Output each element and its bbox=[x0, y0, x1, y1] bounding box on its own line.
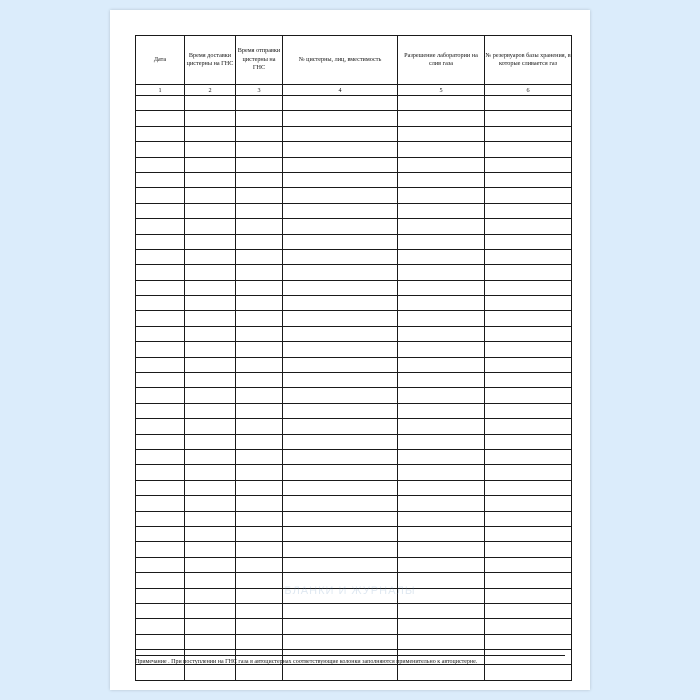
table-cell bbox=[136, 480, 185, 495]
table-cell bbox=[283, 357, 398, 372]
table-cell bbox=[236, 403, 283, 418]
table-cell bbox=[283, 188, 398, 203]
table-row bbox=[136, 326, 572, 341]
table-cell bbox=[283, 603, 398, 618]
table-row bbox=[136, 234, 572, 249]
table-cell bbox=[485, 326, 572, 341]
table-row bbox=[136, 665, 572, 680]
table-cell bbox=[398, 265, 485, 280]
table-cell bbox=[398, 373, 485, 388]
table-cell bbox=[398, 111, 485, 126]
table-cell bbox=[236, 496, 283, 511]
table-cell bbox=[485, 419, 572, 434]
table-cell bbox=[136, 203, 185, 218]
table-cell bbox=[136, 573, 185, 588]
table-cell bbox=[485, 388, 572, 403]
table-cell bbox=[236, 557, 283, 572]
table-row bbox=[136, 434, 572, 449]
table-row bbox=[136, 557, 572, 572]
table-cell bbox=[398, 188, 485, 203]
table-cell bbox=[283, 634, 398, 649]
table-cell bbox=[283, 373, 398, 388]
table-cell bbox=[136, 219, 185, 234]
table-cell bbox=[236, 526, 283, 541]
table-cell bbox=[283, 142, 398, 157]
table-cell bbox=[283, 296, 398, 311]
table-cell bbox=[485, 311, 572, 326]
table-cell bbox=[398, 603, 485, 618]
table-cell bbox=[185, 557, 236, 572]
table-cell bbox=[136, 526, 185, 541]
table-cell bbox=[236, 373, 283, 388]
table-cell bbox=[236, 203, 283, 218]
table-cell bbox=[185, 465, 236, 480]
table-row bbox=[136, 619, 572, 634]
table-cell bbox=[398, 326, 485, 341]
table-cell bbox=[485, 126, 572, 141]
table-cell bbox=[236, 296, 283, 311]
table-cell bbox=[136, 188, 185, 203]
table-cell bbox=[136, 111, 185, 126]
table-cell bbox=[236, 157, 283, 172]
table-cell bbox=[485, 480, 572, 495]
table-cell bbox=[236, 249, 283, 264]
table-cell bbox=[236, 388, 283, 403]
table-cell bbox=[485, 511, 572, 526]
table-cell bbox=[136, 96, 185, 111]
column-header-tank-number: № цистерны, лиц, вместимость bbox=[283, 36, 398, 85]
table-row bbox=[136, 172, 572, 187]
table-cell bbox=[185, 342, 236, 357]
table-cell bbox=[236, 634, 283, 649]
table-cell bbox=[136, 157, 185, 172]
table-cell bbox=[236, 357, 283, 372]
table-cell bbox=[236, 588, 283, 603]
table-cell bbox=[185, 296, 236, 311]
table-cell bbox=[185, 603, 236, 618]
table-cell bbox=[236, 603, 283, 618]
table-cell bbox=[185, 542, 236, 557]
table-cell bbox=[236, 465, 283, 480]
table-cell bbox=[398, 296, 485, 311]
column-number-3: 3 bbox=[236, 85, 283, 96]
table-row bbox=[136, 526, 572, 541]
table-cell bbox=[185, 265, 236, 280]
table-row bbox=[136, 449, 572, 464]
table-cell bbox=[485, 542, 572, 557]
table-cell bbox=[136, 311, 185, 326]
table-cell bbox=[398, 496, 485, 511]
table-row bbox=[136, 603, 572, 618]
column-header-delivery-time: Время доставки цистерны на ГНС bbox=[185, 36, 236, 85]
table-cell bbox=[136, 465, 185, 480]
table-cell bbox=[185, 573, 236, 588]
table-cell bbox=[485, 111, 572, 126]
table-header bbox=[136, 36, 572, 96]
table-cell bbox=[185, 188, 236, 203]
table-cell bbox=[485, 96, 572, 111]
table-cell bbox=[485, 665, 572, 680]
column-number-4: 4 bbox=[283, 85, 398, 96]
table-cell bbox=[485, 280, 572, 295]
table-row bbox=[136, 496, 572, 511]
table-cell bbox=[398, 526, 485, 541]
column-header-lab-permit: Разрешение лаборатории на слив газа bbox=[398, 36, 485, 85]
table-cell bbox=[136, 172, 185, 187]
table-cell bbox=[485, 342, 572, 357]
table-cell bbox=[283, 526, 398, 541]
table-cell bbox=[283, 172, 398, 187]
table-cell bbox=[136, 126, 185, 141]
column-header-date: Дата bbox=[136, 36, 185, 85]
table-cell bbox=[136, 357, 185, 372]
table-cell bbox=[398, 388, 485, 403]
table-cell bbox=[236, 542, 283, 557]
table-cell bbox=[185, 496, 236, 511]
table-row bbox=[136, 342, 572, 357]
table-cell bbox=[283, 619, 398, 634]
table-row bbox=[136, 188, 572, 203]
table-cell bbox=[136, 234, 185, 249]
table-cell bbox=[485, 449, 572, 464]
table-cell bbox=[136, 388, 185, 403]
table-cell bbox=[283, 280, 398, 295]
table-cell bbox=[136, 249, 185, 264]
table-cell bbox=[283, 388, 398, 403]
table-cell bbox=[485, 249, 572, 264]
table-row bbox=[136, 249, 572, 264]
table-cell bbox=[485, 434, 572, 449]
table-cell bbox=[136, 342, 185, 357]
table-row bbox=[136, 634, 572, 649]
table-cell bbox=[283, 326, 398, 341]
table-cell bbox=[485, 265, 572, 280]
column-number-6: 6 bbox=[485, 85, 572, 96]
table-cell bbox=[185, 126, 236, 141]
table-cell bbox=[136, 265, 185, 280]
table-cell bbox=[185, 219, 236, 234]
table-row bbox=[136, 203, 572, 218]
document-page bbox=[110, 10, 590, 690]
table-cell bbox=[136, 542, 185, 557]
table-cell bbox=[236, 419, 283, 434]
table-cell bbox=[398, 126, 485, 141]
table-row bbox=[136, 142, 572, 157]
table-cell bbox=[398, 573, 485, 588]
table-cell bbox=[185, 526, 236, 541]
table-cell bbox=[185, 96, 236, 111]
table-cell bbox=[283, 249, 398, 264]
table-row bbox=[136, 96, 572, 111]
table-cell bbox=[236, 265, 283, 280]
table-cell bbox=[398, 357, 485, 372]
table-cell bbox=[185, 434, 236, 449]
table-cell bbox=[485, 557, 572, 572]
table-cell bbox=[485, 603, 572, 618]
table-cell bbox=[236, 234, 283, 249]
table-cell bbox=[185, 373, 236, 388]
table-cell bbox=[136, 557, 185, 572]
table-cell bbox=[283, 480, 398, 495]
table-cell bbox=[236, 126, 283, 141]
table-cell bbox=[283, 234, 398, 249]
table-cell bbox=[283, 434, 398, 449]
table-cell bbox=[398, 588, 485, 603]
table-cell bbox=[136, 449, 185, 464]
table-cell bbox=[236, 219, 283, 234]
table-cell bbox=[136, 419, 185, 434]
table-cell bbox=[185, 249, 236, 264]
table-cell bbox=[485, 188, 572, 203]
table-header-row bbox=[136, 36, 572, 85]
table-cell bbox=[136, 665, 185, 680]
table-cell bbox=[236, 326, 283, 341]
table-cell bbox=[136, 634, 185, 649]
table-cell bbox=[398, 219, 485, 234]
table-row bbox=[136, 157, 572, 172]
table-row bbox=[136, 219, 572, 234]
table-cell bbox=[283, 265, 398, 280]
table-cell bbox=[236, 480, 283, 495]
table-cell bbox=[398, 434, 485, 449]
footer-divider bbox=[135, 655, 565, 656]
table-cell bbox=[185, 588, 236, 603]
table-row bbox=[136, 357, 572, 372]
footer-note bbox=[135, 655, 565, 667]
watermark: БЛАНКИ И ЖУРНАЛЫ bbox=[284, 585, 416, 597]
table-row bbox=[136, 311, 572, 326]
table-cell bbox=[185, 280, 236, 295]
table-cell bbox=[283, 465, 398, 480]
table-row bbox=[136, 388, 572, 403]
table-row bbox=[136, 573, 572, 588]
table-cell bbox=[185, 634, 236, 649]
table-cell bbox=[136, 403, 185, 418]
table-cell bbox=[485, 619, 572, 634]
table-cell bbox=[185, 403, 236, 418]
table-column-number-row bbox=[136, 85, 572, 96]
table-cell bbox=[283, 311, 398, 326]
table-cell bbox=[283, 126, 398, 141]
table-cell bbox=[398, 249, 485, 264]
table-row bbox=[136, 111, 572, 126]
table-cell bbox=[283, 203, 398, 218]
table-cell bbox=[185, 357, 236, 372]
table-cell bbox=[283, 588, 398, 603]
table-cell bbox=[185, 619, 236, 634]
table-cell bbox=[485, 465, 572, 480]
table-row bbox=[136, 542, 572, 557]
table-cell bbox=[236, 111, 283, 126]
table-cell bbox=[236, 311, 283, 326]
table-cell bbox=[283, 96, 398, 111]
table-cell bbox=[185, 172, 236, 187]
table-cell bbox=[236, 188, 283, 203]
table-cell bbox=[398, 542, 485, 557]
table-cell bbox=[283, 403, 398, 418]
table-cell bbox=[398, 465, 485, 480]
table-row bbox=[136, 465, 572, 480]
table-cell bbox=[398, 203, 485, 218]
table-cell bbox=[185, 234, 236, 249]
table-cell bbox=[398, 634, 485, 649]
table-cell bbox=[185, 388, 236, 403]
table-row bbox=[136, 280, 572, 295]
table-cell bbox=[236, 96, 283, 111]
table-row bbox=[136, 588, 572, 603]
table-cell bbox=[283, 157, 398, 172]
table-cell bbox=[485, 357, 572, 372]
table-cell bbox=[236, 172, 283, 187]
table-cell bbox=[283, 342, 398, 357]
table-cell bbox=[398, 511, 485, 526]
table-cell bbox=[136, 511, 185, 526]
footer-note-text: Примечание . При поступлении на ГНС газа в автоцистернах соответствующие колонки заполняются применительно к автоцистерне. bbox=[135, 659, 478, 665]
table-cell bbox=[136, 496, 185, 511]
table-cell bbox=[398, 234, 485, 249]
table-cell bbox=[236, 142, 283, 157]
table-cell bbox=[398, 172, 485, 187]
table-cell bbox=[185, 419, 236, 434]
column-number-5: 5 bbox=[398, 85, 485, 96]
table-cell bbox=[185, 480, 236, 495]
table-cell bbox=[185, 203, 236, 218]
table-cell bbox=[185, 111, 236, 126]
table-cell bbox=[485, 373, 572, 388]
table-cell bbox=[283, 449, 398, 464]
table-cell bbox=[185, 142, 236, 157]
table-cell bbox=[485, 496, 572, 511]
table-cell bbox=[485, 296, 572, 311]
table-cell bbox=[283, 557, 398, 572]
table-cell bbox=[136, 280, 185, 295]
table-cell bbox=[236, 434, 283, 449]
table-cell bbox=[283, 111, 398, 126]
column-header-dispatch-time: Время отправки цистерны на ГНС bbox=[236, 36, 283, 85]
table-cell bbox=[283, 542, 398, 557]
table-cell bbox=[485, 526, 572, 541]
table-cell bbox=[283, 665, 398, 680]
table-cell bbox=[136, 588, 185, 603]
log-table bbox=[135, 35, 572, 681]
table-cell bbox=[185, 449, 236, 464]
table-cell bbox=[136, 619, 185, 634]
table-cell bbox=[398, 449, 485, 464]
table-cell bbox=[398, 342, 485, 357]
column-header-storage-reservoirs: № резервуаров базы хранения, в которые сливается газ bbox=[485, 36, 572, 85]
table-cell bbox=[398, 280, 485, 295]
table-cell bbox=[136, 296, 185, 311]
column-number-1: 1 bbox=[136, 85, 185, 96]
table-cell bbox=[236, 665, 283, 680]
table-cell bbox=[283, 496, 398, 511]
table-cell bbox=[398, 96, 485, 111]
table-row bbox=[136, 265, 572, 280]
table-cell bbox=[185, 326, 236, 341]
table-cell bbox=[398, 557, 485, 572]
table-cell bbox=[398, 403, 485, 418]
table-cell bbox=[283, 419, 398, 434]
table-row bbox=[136, 480, 572, 495]
table-cell bbox=[236, 619, 283, 634]
table-cell bbox=[236, 280, 283, 295]
table-cell bbox=[236, 573, 283, 588]
table-cell bbox=[136, 434, 185, 449]
table-cell bbox=[398, 419, 485, 434]
table-cell bbox=[398, 619, 485, 634]
table-row bbox=[136, 126, 572, 141]
table-cell bbox=[485, 573, 572, 588]
table-cell bbox=[136, 603, 185, 618]
table-cell bbox=[236, 342, 283, 357]
table-body bbox=[136, 96, 572, 681]
table-cell bbox=[398, 311, 485, 326]
table-cell bbox=[485, 588, 572, 603]
table-row bbox=[136, 296, 572, 311]
table-cell bbox=[398, 665, 485, 680]
table-cell bbox=[398, 157, 485, 172]
table-cell bbox=[185, 511, 236, 526]
table-cell bbox=[185, 157, 236, 172]
table-cell bbox=[283, 573, 398, 588]
table-cell bbox=[485, 142, 572, 157]
table-cell bbox=[485, 157, 572, 172]
column-number-2: 2 bbox=[185, 85, 236, 96]
table-cell bbox=[398, 480, 485, 495]
table-cell bbox=[236, 511, 283, 526]
table-row bbox=[136, 403, 572, 418]
table-cell bbox=[283, 511, 398, 526]
table-cell bbox=[485, 234, 572, 249]
table-cell bbox=[136, 373, 185, 388]
table-row bbox=[136, 511, 572, 526]
table-cell bbox=[398, 142, 485, 157]
table-cell bbox=[185, 311, 236, 326]
table-row bbox=[136, 419, 572, 434]
table-row bbox=[136, 373, 572, 388]
table-cell bbox=[136, 142, 185, 157]
table-cell bbox=[485, 403, 572, 418]
table-cell bbox=[485, 172, 572, 187]
table-cell bbox=[485, 219, 572, 234]
table-cell bbox=[485, 634, 572, 649]
table-cell bbox=[136, 326, 185, 341]
table-cell bbox=[283, 219, 398, 234]
table-cell bbox=[485, 203, 572, 218]
table-cell bbox=[185, 665, 236, 680]
table-cell bbox=[236, 449, 283, 464]
